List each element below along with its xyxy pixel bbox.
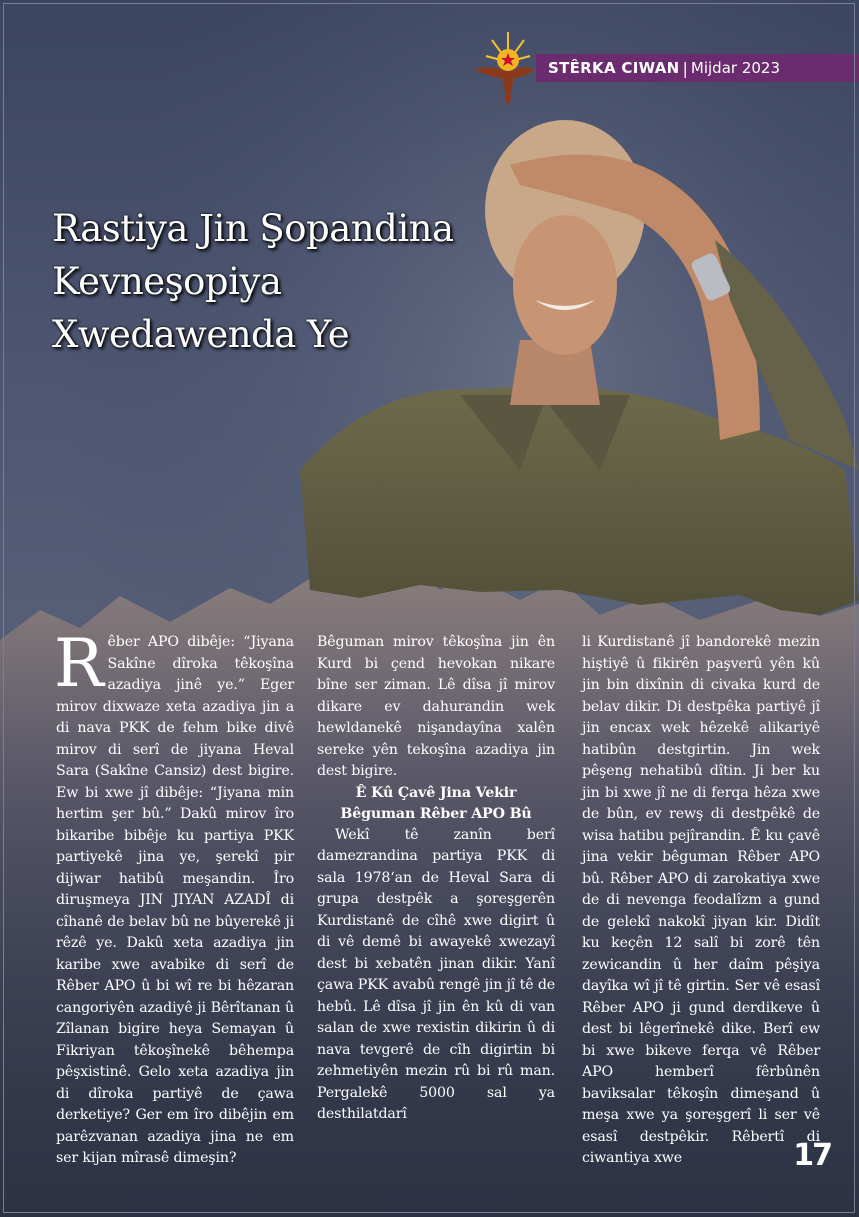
title-line-3: Xwedawenda Ye [52,313,350,356]
title-line-2: Kevneşopiya [52,260,282,303]
title-line-1: Rastiya Jin Şopandina [52,207,454,250]
subheading-line-2: Bêguman Rêber APO Bû [340,805,532,822]
paragraph-text: êber APO dibêje: “Jiyana Sakîne dîroka têkoşîna azadiya jinê ye.” Eger mirov dixwaze xeta azadiya jin a di nava PKK de fehm bike divê mirov di serî de jiyana Heval Sara (Sakîne Cansiz) dest bigire. Ew bi xwe jî dibêje: “Jiyana min hertim şer bû.” Dakû mirov îro bikaribe bibêje ku partiya PKK partiyekê jina ye, şerekî pir dijwar hatibû meşandin. Îro diruşmeya JIN JIYAN AZADÎ di cîhanê de belav bû ne bûyerekê ji rêzê ye. Dakû xeta azadiya jin karibe xwe avabike di serî de Rêber APO û bi wî re bi hêzaran cangoriyên azadiyê ji Bêrîtanan û Zîlanan bigire heya Semayan û Fikriyan têkoşînekê bêhempa pêşxistinê. Gelo xeta azadiya jin di dîroka partiyê de çawa derketiye? Ger em îro dibêjin em parêzvanan azadiya jina ne em ser kijan mîrasê dimeşin? [56,634,294,1166]
page-number: 17 [793,1138,831,1173]
subheading [317,783,555,825]
paragraph [54,625,294,1170]
header-band [536,54,859,82]
article-title [52,202,512,361]
issue-date: Mijdar 2023 [690,59,781,77]
header-separator: | [682,58,688,78]
article-column-1 [54,625,294,1170]
article-column-2 [317,632,555,1126]
paragraph: li Kurdistanê jî bandorekê mezin hiştiyê û fikirên paşverû yên kû jin bin dixînin di civaka kurd de belav dikir. Di destpêka partiyê jî jin encax wek hêzekê alikariyê hatibûn destgirtin. Jin wek pêşeng nehatibû dîtin. Ji ber ku jin bi xwe jî ne di ferqa hêza xwe de bûn, ev rewş di destpêkê de wisa hatibu pejîrandin. Ê ku çavê jina vekir bêguman Rêber APO bû. Rêber APO di zarokatiya xwe de di nevenga feodalîzm a gund de gelekî nakokî jiyan kir. Didît ku keçên 12 salî bi zorê tên zewicandin û her daîm pêşiya dayîka wî jî tê girtin. Ser vê esasî Rêber APO ji gund derdikeve û dest bi lêgerînekê dike. Berî ew bi xwe bikeve ferqa vê Rêber APO hemberî fêrbûnên baviksalar têkoşîn dimeşand û meşa xwe ya şoreşgerî li ser vê esasî destpêkir. Rêbertî di ciwantiya xwe [582,634,820,1166]
magazine-name: STÊRKA CIWAN [548,59,680,77]
drop-cap: R [54,625,104,702]
star-eagle-logo [470,26,536,108]
paragraph: Bêguman mirov têkoşîna jin ên Kurd bi çend hevokan nikare bîne ser ziman. Lê dîsa jî mirov dikare ev dahurandin wek hewldanekê nişandayîna xalên sereke yên tekoşîna azadiya jin dest bigire. [317,634,555,779]
article-column-3 [582,632,820,1170]
paragraph: Wekî tê zanîn berî damezrandina partiya PKK di sala 1978‘an de Heval Sara di grupa destpêk a şoreşgerên Kurdistanê de cîhê xwe digirt û di vê demê bi awayekê xwezayî dest bi xebatên jinan dikir. Yanî çawa PKK avabû rengê jin jî tê de hebû. Lê dîsa jî jin ên kû di van salan de xwe rexistin dikirin û di nava tevgerê de cîh digirtin bi zehmetiyên mezin rû bi rû man. Pergalekê 5000 sal ya desthilatdarî [317,826,555,1122]
subheading-line-1: Ê Kû Çavê Jina Vekir [355,784,517,801]
